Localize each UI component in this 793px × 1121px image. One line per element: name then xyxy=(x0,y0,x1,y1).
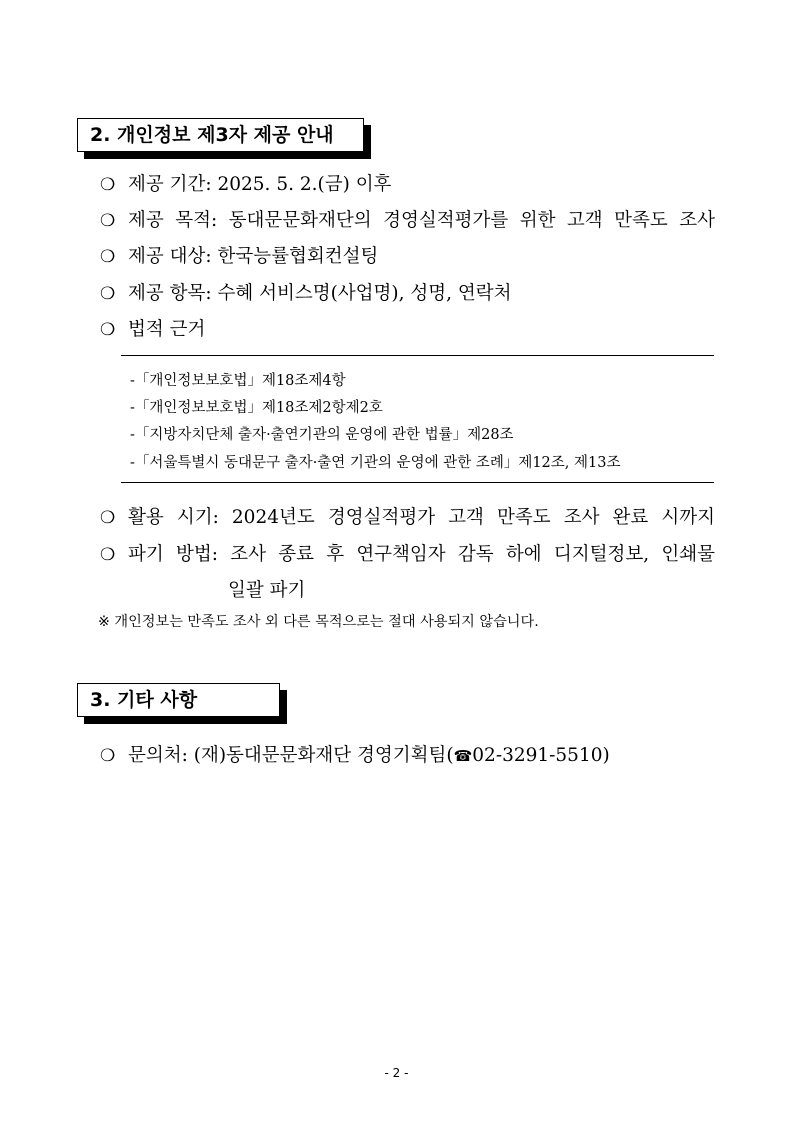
item-fields xyxy=(100,279,512,305)
contact-phone: 02-3291-5510) xyxy=(472,745,610,766)
phone-icon: ☎ xyxy=(453,747,473,765)
page-number: - 2 - xyxy=(384,1066,409,1080)
law-item: -「서울특별시 동대문구 출자·출연 기관의 운영에 관한 조례」제12조, 제13조 xyxy=(130,455,621,471)
item-usage-period xyxy=(100,503,715,529)
contact-text: 문의처: (재)동대문문화재단 경영기획팀( xyxy=(128,745,454,766)
item-text: 파기 방법: 조사 종료 후 연구책임자 감독 하에 디지털정보, 인쇄물 xyxy=(128,544,715,565)
circle-bullet-icon: ❍ xyxy=(100,545,116,565)
circle-bullet-icon: ❍ xyxy=(100,247,116,267)
divider-top xyxy=(121,355,714,356)
item-text: 제공 목적: 동대문문화재단의 경영실적평가를 위한 고객 만족도 조사 xyxy=(128,210,715,231)
item-legal-basis xyxy=(100,315,205,341)
section-2-title: 2. 개인정보 제3자 제공 안내 xyxy=(77,118,364,152)
divider-bottom xyxy=(121,482,714,483)
circle-bullet-icon: ❍ xyxy=(100,508,116,528)
item-contact xyxy=(100,741,610,767)
item-text: 활용 시기: 2024년도 경영실적평가 고객 만족도 조사 완료 시까지 xyxy=(128,507,715,528)
section-3-title: 3. 기타 사항 xyxy=(77,683,280,717)
privacy-note: ※ 개인정보는 만족도 조사 외 다른 목적으로는 절대 사용되지 않습니다. xyxy=(98,614,539,630)
circle-bullet-icon: ❍ xyxy=(100,746,116,766)
circle-bullet-icon: ❍ xyxy=(100,284,116,304)
circle-bullet-icon: ❍ xyxy=(100,320,116,340)
law-item: -「개인정보보호법」제18조제4항 xyxy=(130,373,346,389)
item-recipient xyxy=(100,242,378,268)
item-disposal xyxy=(100,540,715,566)
item-period xyxy=(100,170,391,196)
law-item: -「지방자치단체 출자·출연기관의 운영에 관한 법률」제28조 xyxy=(130,427,514,443)
item-text: 법적 근거 xyxy=(128,319,206,340)
item-text: 제공 항목: 수혜 서비스명(사업명), 성명, 연락처 xyxy=(128,283,512,304)
item-text: 제공 기간: 2025. 5. 2.(금) 이후 xyxy=(128,174,392,195)
item-disposal-continued: 일괄 파기 xyxy=(228,580,306,601)
item-purpose xyxy=(100,206,715,232)
circle-bullet-icon: ❍ xyxy=(100,175,116,195)
circle-bullet-icon: ❍ xyxy=(100,211,116,231)
law-item: -「개인정보보호법」제18조제2항제2호 xyxy=(130,400,383,416)
item-text: 제공 대상: 한국능률협회컨설팅 xyxy=(128,246,379,267)
